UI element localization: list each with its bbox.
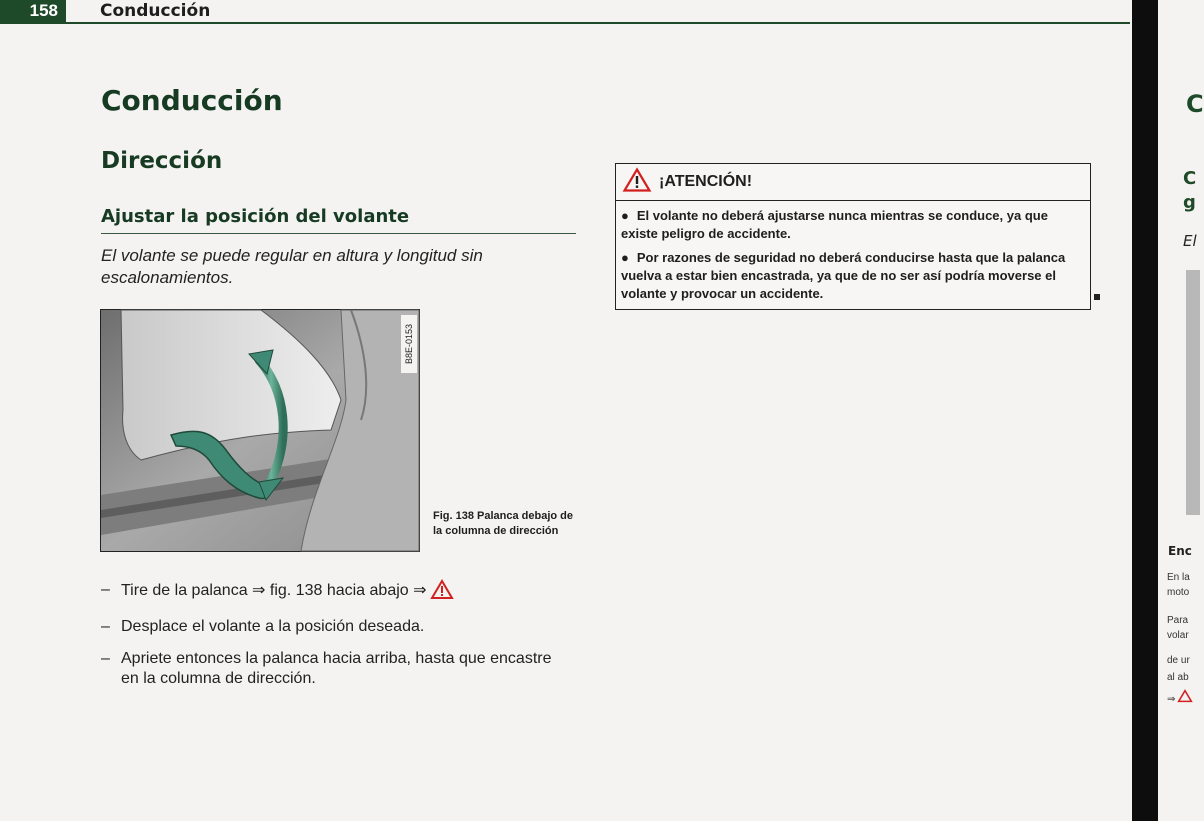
subsection-rule xyxy=(101,233,576,234)
right-text: moto xyxy=(1167,587,1190,598)
warning-box xyxy=(615,163,1091,310)
right-subheading-2: g xyxy=(1183,192,1196,213)
header-rule xyxy=(0,22,1130,24)
right-subhead-enc: Enc xyxy=(1168,544,1192,558)
warning-header xyxy=(616,164,1090,200)
step-text: Apriete entonces la palanca hacia arriba, hasta que encastre en la columna de dirección. xyxy=(121,650,552,687)
figure-caption: Fig. 138 Palanca debajo de la columna de dirección xyxy=(433,510,573,537)
right-text: Para xyxy=(1167,615,1189,626)
right-text: En la xyxy=(1167,572,1190,583)
bullet-icon: ● xyxy=(621,250,629,265)
right-figure-fragment xyxy=(1186,270,1200,515)
chapter-title: Conducción xyxy=(101,84,283,117)
instruction-steps xyxy=(101,580,571,701)
warning-item: ● Por razones de seguridad no deberá conducirse hasta que la palanca vuelva a estar bien encastrada, ya que de no ser así podría moverse el volante y provocar un accidente. xyxy=(621,250,1066,301)
warning-triangle-icon xyxy=(623,168,659,197)
warning-triangle-icon xyxy=(431,580,453,605)
section-end-mark xyxy=(1094,294,1100,300)
step-2: – Desplace el volante a la posición deseada. xyxy=(101,618,425,635)
step-text: Tire de la palanca ⇒ fig. 138 hacia abajo ⇒ xyxy=(121,582,427,599)
section-title: Dirección xyxy=(101,148,223,174)
right-text: al ab xyxy=(1167,672,1189,683)
subsection-title: Ajustar la posición del volante xyxy=(101,206,410,227)
lever-illustration xyxy=(101,310,419,551)
right-text-arrow: ⇒ xyxy=(1167,690,1192,705)
figure-steering-lever xyxy=(100,309,420,552)
step-3: – Apriete entonces la palanca hacia arriba, hasta que encastre en la columna de dirección. xyxy=(101,650,552,687)
intro-paragraph: El volante se puede regular en altura y longitud sin escalonamientos. xyxy=(101,246,483,287)
running-title: Conducción xyxy=(100,1,211,21)
right-text: de ur xyxy=(1167,655,1190,666)
warning-item: ● El volante no deberá ajustarse nunca mientras se conduce, ya que existe peligro de accidente. xyxy=(621,208,1048,241)
right-heading: C xyxy=(1186,90,1204,118)
right-intro: El xyxy=(1183,232,1197,250)
page-number: 158 xyxy=(0,0,66,22)
warning-triangle-icon xyxy=(1178,690,1192,702)
step-1: – Tire de la palanca ⇒ fig. 138 hacia abajo ⇒ xyxy=(101,580,571,605)
step-text: Desplace el volante a la posición deseada. xyxy=(121,618,425,635)
right-subheading: C xyxy=(1183,168,1197,189)
figure-code: B8E-0153 xyxy=(401,315,417,373)
right-text: volar xyxy=(1167,630,1189,641)
bullet-icon: ● xyxy=(621,208,629,223)
warning-title: ¡ATENCIÓN! xyxy=(659,173,753,190)
